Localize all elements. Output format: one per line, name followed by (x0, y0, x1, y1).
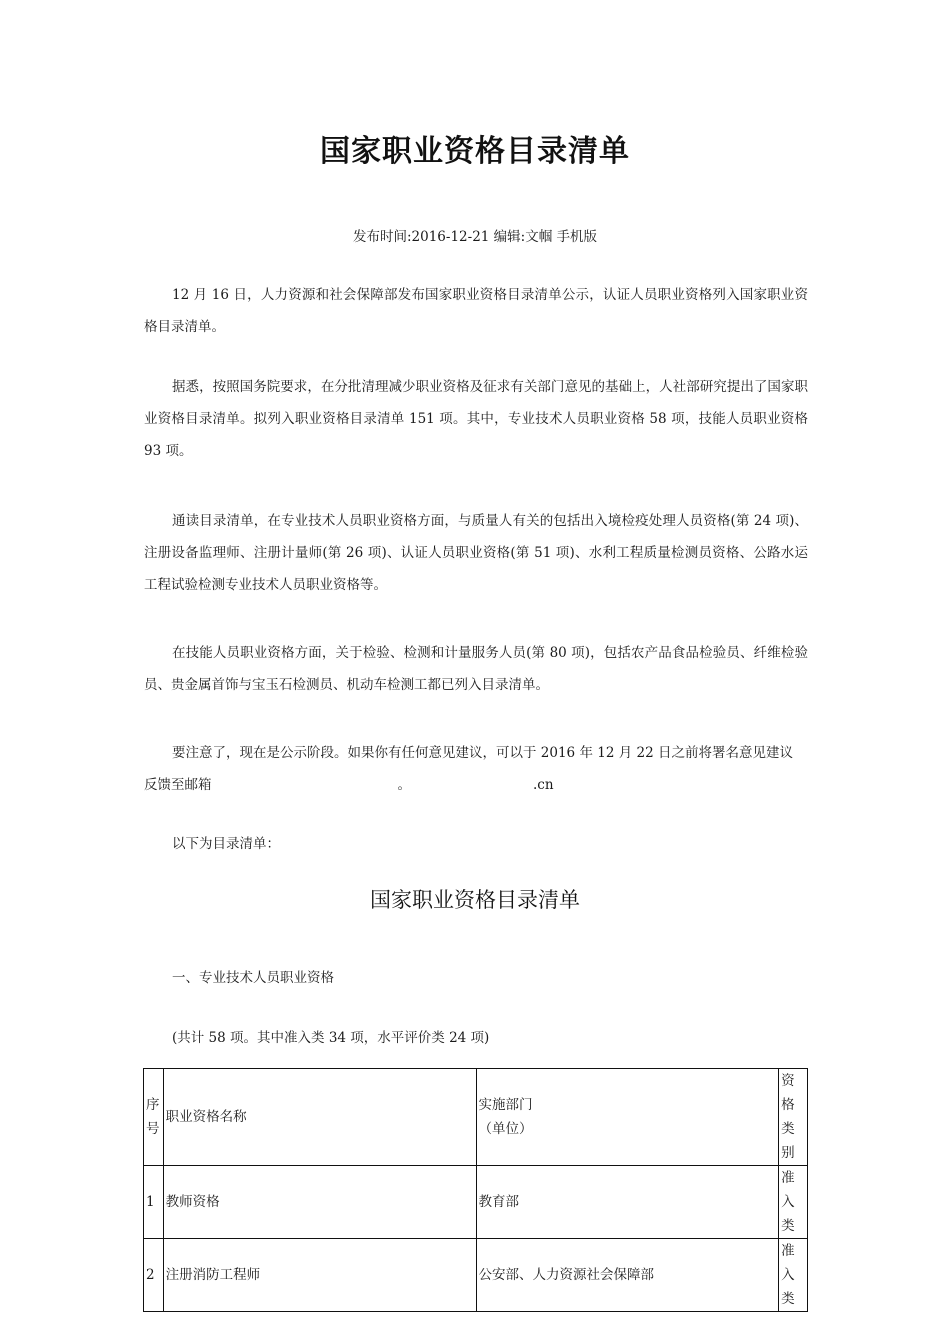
row-dept: 教育部 (476, 1166, 779, 1239)
list-subtitle: 国家职业资格目录清单 (370, 888, 580, 912)
list-intro: 以下为目录清单： (172, 836, 280, 852)
qualification-table (143, 1068, 808, 1312)
email-line (144, 769, 808, 801)
section-note: (共计 58 项。其中准入类 34 项，水平评价类 24 项) (172, 1030, 490, 1046)
paragraph-5-text: 要注意了，现在是公示阶段。如果你有任何意见建议，可以于 2016 年 12 月 22 日之前将署名意见建议 (172, 745, 793, 761)
row-type: 准入类 (779, 1239, 808, 1312)
table-header-row (144, 1069, 808, 1166)
document-title: 国家职业资格目录清单 (320, 134, 630, 169)
section-heading: 一、专业技术人员职业资格 (172, 970, 334, 986)
header-dept (476, 1069, 779, 1166)
header-no: 序号 (144, 1069, 164, 1166)
row-dept: 公安部、人力资源社会保障部 (476, 1239, 779, 1312)
row-name: 注册消防工程师 (163, 1239, 476, 1312)
paragraph-4: 在技能人员职业资格方面，关于检验、检测和计量服务人员(第 80 项)，包括农产品食品检验员、纤维检验员、贵金属首饰与宝玉石检测员、机动车检测工都已列入目录清单。 (144, 645, 808, 693)
email-dot: 。 (397, 777, 411, 793)
email-prefix: 反馈至邮箱 (144, 777, 212, 793)
row-type: 准入类 (779, 1166, 808, 1239)
paragraph-3: 通读目录清单，在专业技术人员职业资格方面，与质量人有关的包括出入境检疫处理人员资格(第 24 项)、注册设备监理师、注册计量师(第 26 项)、认证人员职业资格(第 51 项)、水利工程质量检测员资格、公路水运工程试验检测专业技术人员职业资格等。 (144, 513, 808, 593)
row-name: 教师资格 (163, 1166, 476, 1239)
row-no: 1 (144, 1166, 164, 1239)
publish-meta: 发布时间:2016-12-21 编辑:文帼 手机版 (352, 229, 597, 245)
paragraph-1: 12 月 16 日，人力资源和社会保障部发布国家职业资格目录清单公示，认证人员职业资格列入国家职业资格目录清单。 (144, 287, 808, 335)
table-row (144, 1239, 808, 1312)
header-name: 职业资格名称 (163, 1069, 476, 1166)
email-suffix: .cn (533, 777, 554, 793)
paragraph-2: 据悉，按照国务院要求，在分批清理减少职业资格及征求有关部门意见的基础上，人社部研究提出了国家职业资格目录清单。拟列入职业资格目录清单 151 项。其中，专业技术人员职业资格 58 项，技能人员职业资格 93 项。 (144, 379, 808, 459)
header-dept-line1: 实施部门 (478, 1097, 533, 1113)
paragraph-5 (144, 737, 808, 801)
header-type: 资格类别 (779, 1069, 808, 1166)
table-row (144, 1166, 808, 1239)
row-no: 2 (144, 1239, 164, 1312)
header-dept-line2: （单位） (478, 1121, 533, 1137)
